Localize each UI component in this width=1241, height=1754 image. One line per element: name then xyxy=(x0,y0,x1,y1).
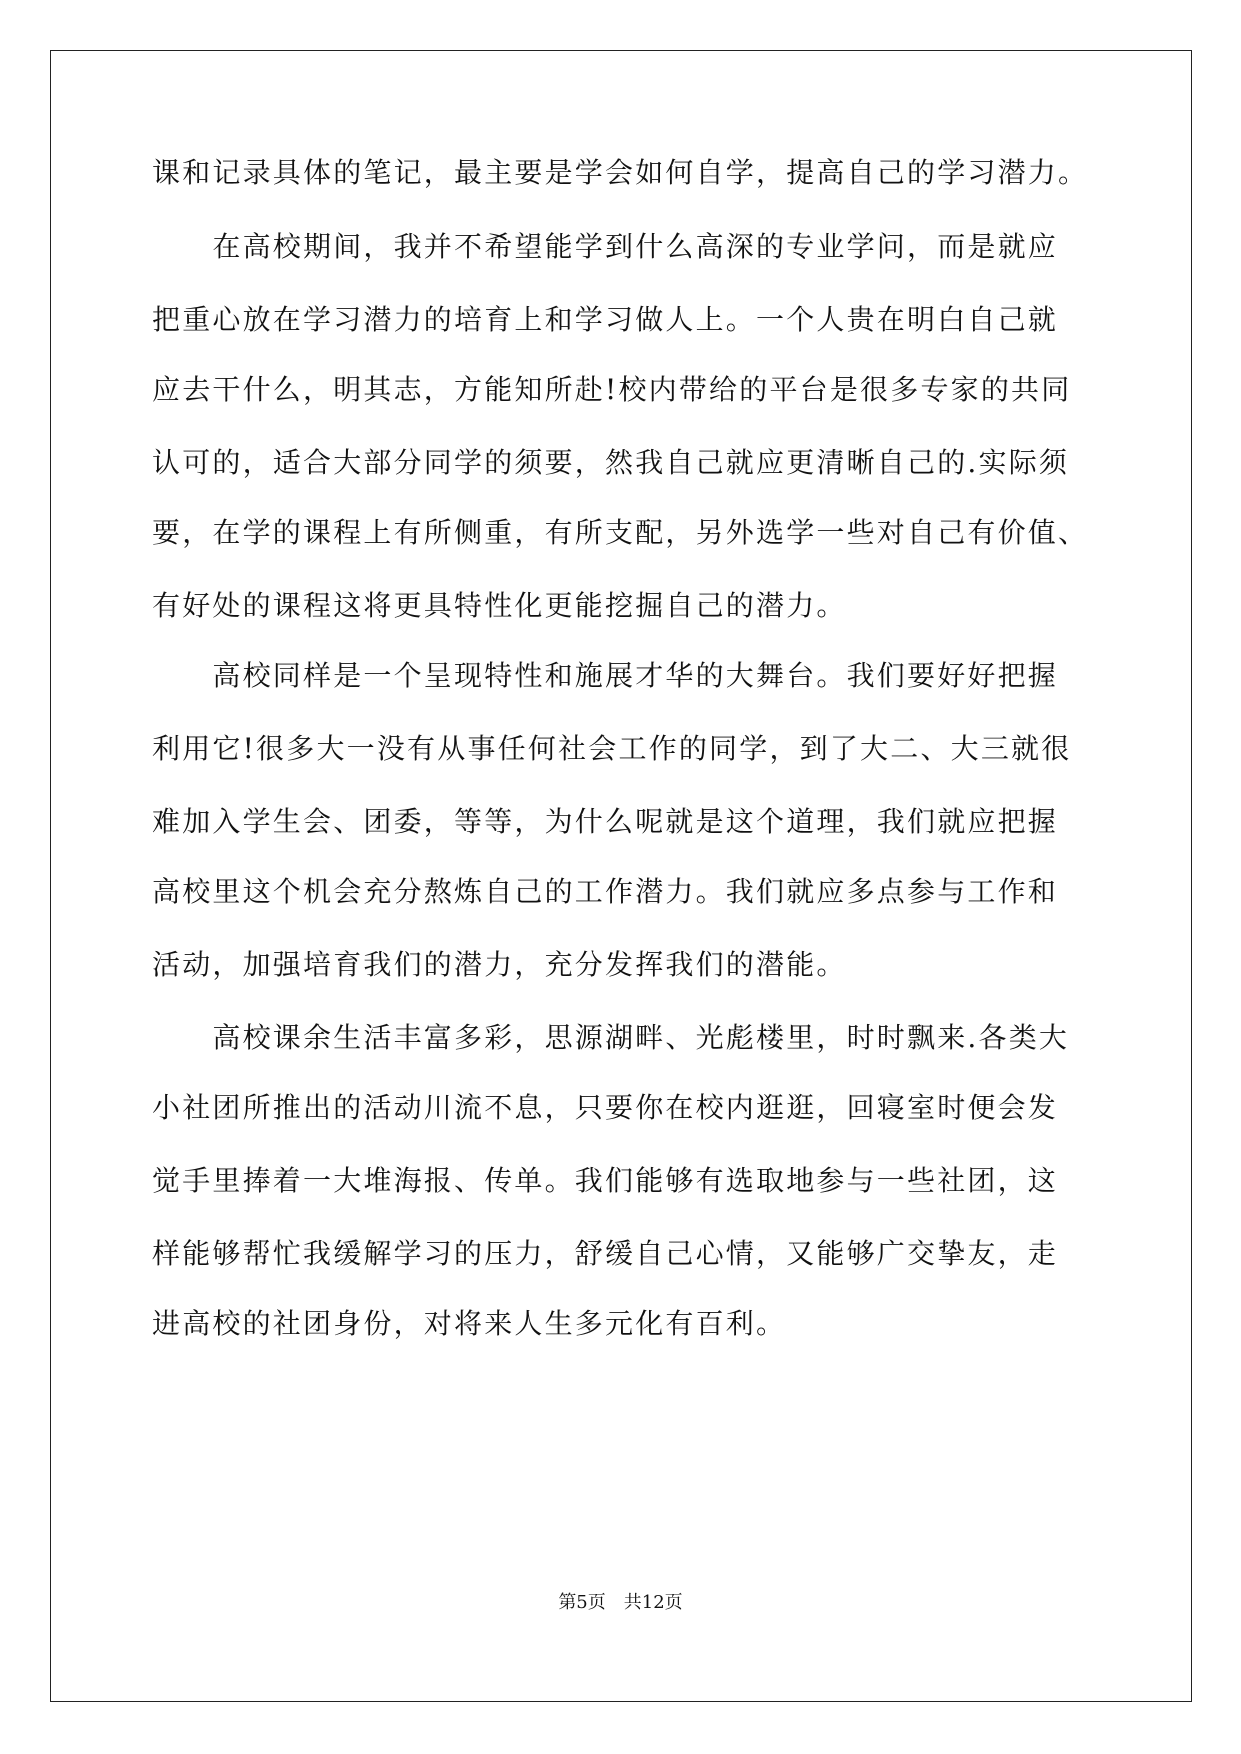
text-line: 小社团所推出的活动川流不息，只要你在校内逛逛，回寝室时便会发 xyxy=(152,1091,1059,1124)
text-line: 难加入学生会、团委，等等，为什么呢就是这个道理，我们就应把握 xyxy=(152,805,1059,838)
text-line: 高校同样是一个呈现特性和施展才华的大舞台。我们要好好把握 xyxy=(152,659,1059,692)
text-line: 课和记录具体的笔记，最主要是学会如何自学，提高自己的学习潜力。 xyxy=(152,156,1089,189)
text-line: 样能够帮忙我缓解学习的压力，舒缓自己心情，又能够广交挚友，走 xyxy=(152,1237,1059,1270)
text-line: 认可的，适合大部分同学的须要，然我自己就应更清晰自己的.实际须 xyxy=(152,446,1070,479)
text-line: 利用它!很多大一没有从事任何社会工作的同学，到了大二、大三就很 xyxy=(152,732,1072,765)
text-line: 要，在学的课程上有所侧重，有所支配，另外选学一些对自己有价值、 xyxy=(152,516,1089,549)
text-line: 把重心放在学习潜力的培育上和学习做人上。一个人贵在明白自己就 xyxy=(152,303,1059,336)
page-number: 第5页 共12页 xyxy=(558,1592,683,1613)
text-line: 进高校的社团身份，对将来人生多元化有百利。 xyxy=(152,1307,787,1340)
text-line: 觉手里捧着一大堆海报、传单。我们能够有选取地参与一些社团，这 xyxy=(152,1164,1059,1197)
text-line: 应去干什么，明其志，方能知所赴!校内带给的平台是很多专家的共同 xyxy=(152,373,1072,406)
text-line: 高校课余生活丰富多彩，思源湖畔、光彪楼里，时时飘来.各类大 xyxy=(152,1021,1070,1054)
text-line: 高校里这个机会充分熬炼自己的工作潜力。我们就应多点参与工作和 xyxy=(152,875,1059,908)
text-line: 在高校期间，我并不希望能学到什么高深的专业学问，而是就应 xyxy=(152,230,1059,263)
text-line: 有好处的课程这将更具特性化更能挖掘自己的潜力。 xyxy=(152,589,847,622)
text-line: 活动，加强培育我们的潜力，充分发挥我们的潜能。 xyxy=(152,948,847,981)
